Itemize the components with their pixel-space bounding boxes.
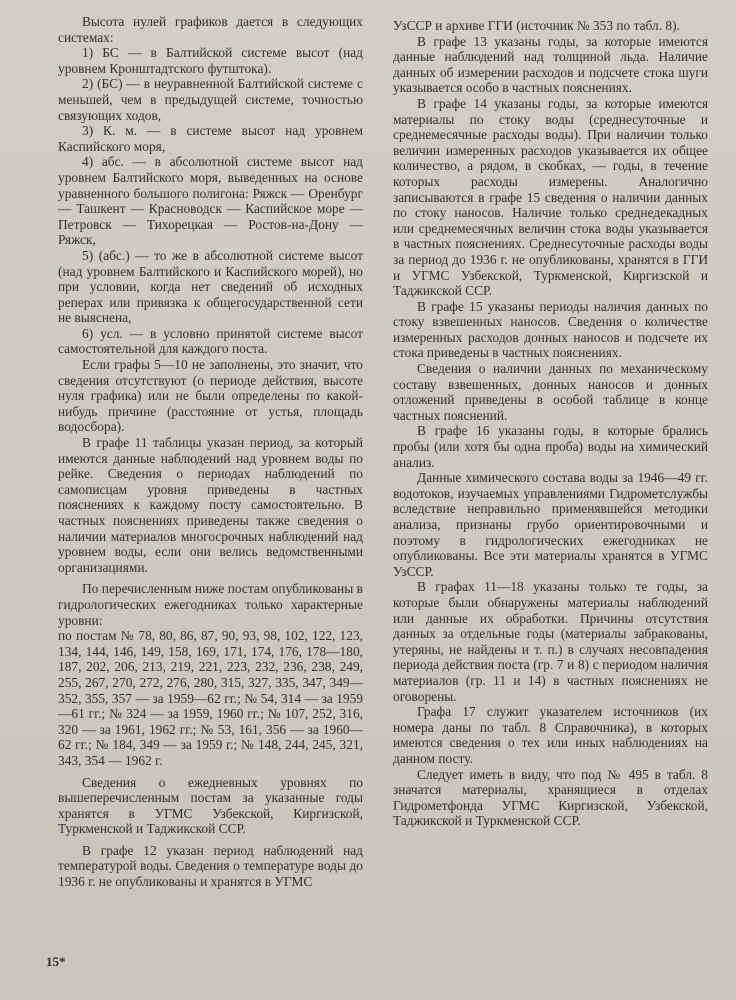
paragraph: По перечисленным ниже постам опубликованы в гидрологических ежегодниках только характерные уровни:	[58, 581, 363, 628]
paragraph: В графе 11 таблицы указан период, за который имеются данные наблюдений над уровнем воды по рейке. Сведения о периодах наблюдений по самописцам уровня приведены в частных пояснениях к каждому посту самостоятельно. В частных пояснениях приведены также сведения о наличии материалов многосрочных наблюдений над уровнем воды, если они велись ведомственными организациями.	[58, 435, 363, 575]
paragraph: В графе 13 указаны годы, за которые имеются данные наблюдений над толщиной льда. Наличие данных об измерении расходов и подсчете стока шуги указывается особо в частных пояснениях.	[393, 33, 708, 96]
left-text-column	[58, 14, 363, 890]
paragraph: 5) (абс.) — то же в абсолютной системе высот (над уровнем Балтийского и Каспийского морей), но при условии, когда нет сведений об исходных реперах или привязка к общегосударственной сети не выяснена,	[58, 247, 363, 326]
paragraph: Сведения о ежедневных уровнях по вышеперечисленным постам за указанные годы хранятся в УГМС Узбекской, Киргизской, Туркменской и Таджикской ССР.	[58, 774, 363, 837]
paragraph: по постам № 78, 80, 86, 87, 90, 93, 98, 102, 122, 123, 134, 144, 146, 149, 158, 169, 171, 174, 176, 178—180, 187, 202, 206, 213, 219, 221, 223, 232, 236, 238, 249, 255, 267, 270, 272, 276, 280, 315, 327, 335, 347, 349—352, 355, 357 — за 1959—62 гг.; № 54, 314 — за 1959—61 гг.; № 324 — за 1959, 1960 гг.; № 107, 252, 316, 320 — за 1961, 1962 гг.; № 53, 161, 356 — за 1960—62 гг.; № 184, 349 — за 1959 г.; № 148, 244, 245, 321, 343, 354 — 1962 г.	[58, 628, 363, 768]
paragraph: Сведения о наличии данных по механическому составу взвешенных, донных наносов и донных отложений приведены в особой таблице в конце частных пояснений.	[393, 361, 708, 423]
paragraph: Высота нулей графиков дается в следующих системах:	[58, 14, 363, 45]
paragraph: 6) усл. — в условно принятой системе высот самостоятельной для каждого поста.	[58, 325, 363, 357]
paragraph: 1) БС — в Балтийской системе высот (над уровнем Кронштадтского футштока).	[58, 45, 363, 76]
paragraph: 2) (БС) — в неуравненной Балтийской системе с меньшей, чем в предыдущей системе, точностью связующих ходов,	[58, 76, 363, 123]
paragraph: В графе 16 указаны годы, в которые брались пробы (или хотя бы одна проба) воды на химический анализ.	[393, 423, 708, 470]
page-number: 15*	[46, 954, 66, 969]
paragraph: УзССР и архиве ГГИ (источник № 353 по табл. 8).	[393, 18, 680, 33]
paragraph: В графе 12 указан период наблюдений над температурой воды. Сведения о температуре воды до 1936 г. не опубликованы и хранятся в УГМС	[58, 842, 363, 890]
right-text-column	[393, 18, 708, 829]
paragraph: Если графы 5—10 не заполнены, это значит, что сведения отсутствуют (о периоде действия, высоте нуля графика) или не были определены по какой-нибудь причине (расстояние от устья, площадь водосбора).	[58, 357, 363, 435]
paragraph: Графа 17 служит указателем источников (их номера даны по табл. 8 Справочника), в которых имеются сведения о тех или иных наблюдениях на данном посту.	[393, 704, 708, 766]
paragraph: Данные химического состава воды за 1946—49 гг. водотоков, изучаемых управлениями Гидрометслужбы вследствие неправильно применявшейся методики анализа, признаны грубо ориентировочными и поэтому в гидрологических ежегодниках не опубликованы. Все эти материалы хранятся в УГМС УзССР.	[393, 470, 708, 579]
paragraph: В графе 14 указаны годы, за которые имеются материалы по стоку воды (среднесуточные и среднемесячные расходы воды). При наличии только величин измеренных расходов указывается их общее количество, а рядом, в скобках, — годы, в течение которых расходы измерены. Аналогично записываются в графе 15 сведения о наличии данных по стоку наносов. Наличие только среднедекадных или среднемесячных величин стока воды указывается в частных пояснениях. Среднесуточные расходы воды за период до 1936 г. не опубликованы, хранятся в ГГИ и УГМС Узбекской, Туркменской, Киргизской и Таджикской ССР.	[393, 95, 708, 299]
paragraph: 4) абс. — в абсолютной системе высот над уровнем Балтийского моря, выведенных на основе уравненного большого полигона: Ряжск — Оренбург — Ташкент — Красноводск — Каспийское море — Петровск — Тихорецкая — Ростов-на-Дону — Ряжск,	[58, 154, 363, 248]
paragraph: В графе 15 указаны периоды наличия данных по стоку взвешенных наносов. Сведения о количестве измеренных расходов донных наносов и подсчете их стока приведены в частных пояснениях.	[393, 298, 708, 361]
paragraph: В графах 11—18 указаны только те годы, за которые были обнаружены материалы наблюдений или данные их обработки. Причины отсутствия данных за отдельные годы (материалы забракованы, утеряны, не найдены и т. п.) в случаях несовпадения периода действия поста (гр. 7 и 8) с периодом наличия материалов (гр. 11 и 14) в частных пояснениях не оговорены.	[393, 579, 708, 704]
paragraph: Следует иметь в виду, что под № 495 в табл. 8 значатся материалы, хранящиеся в отделах Гидрометфонда УГМС Киргизской, Узбекской, Таджикской и Туркменской ССР.	[393, 766, 708, 829]
paragraph: 3) К. м. — в системе высот над уровнем Каспийского моря,	[58, 123, 363, 154]
